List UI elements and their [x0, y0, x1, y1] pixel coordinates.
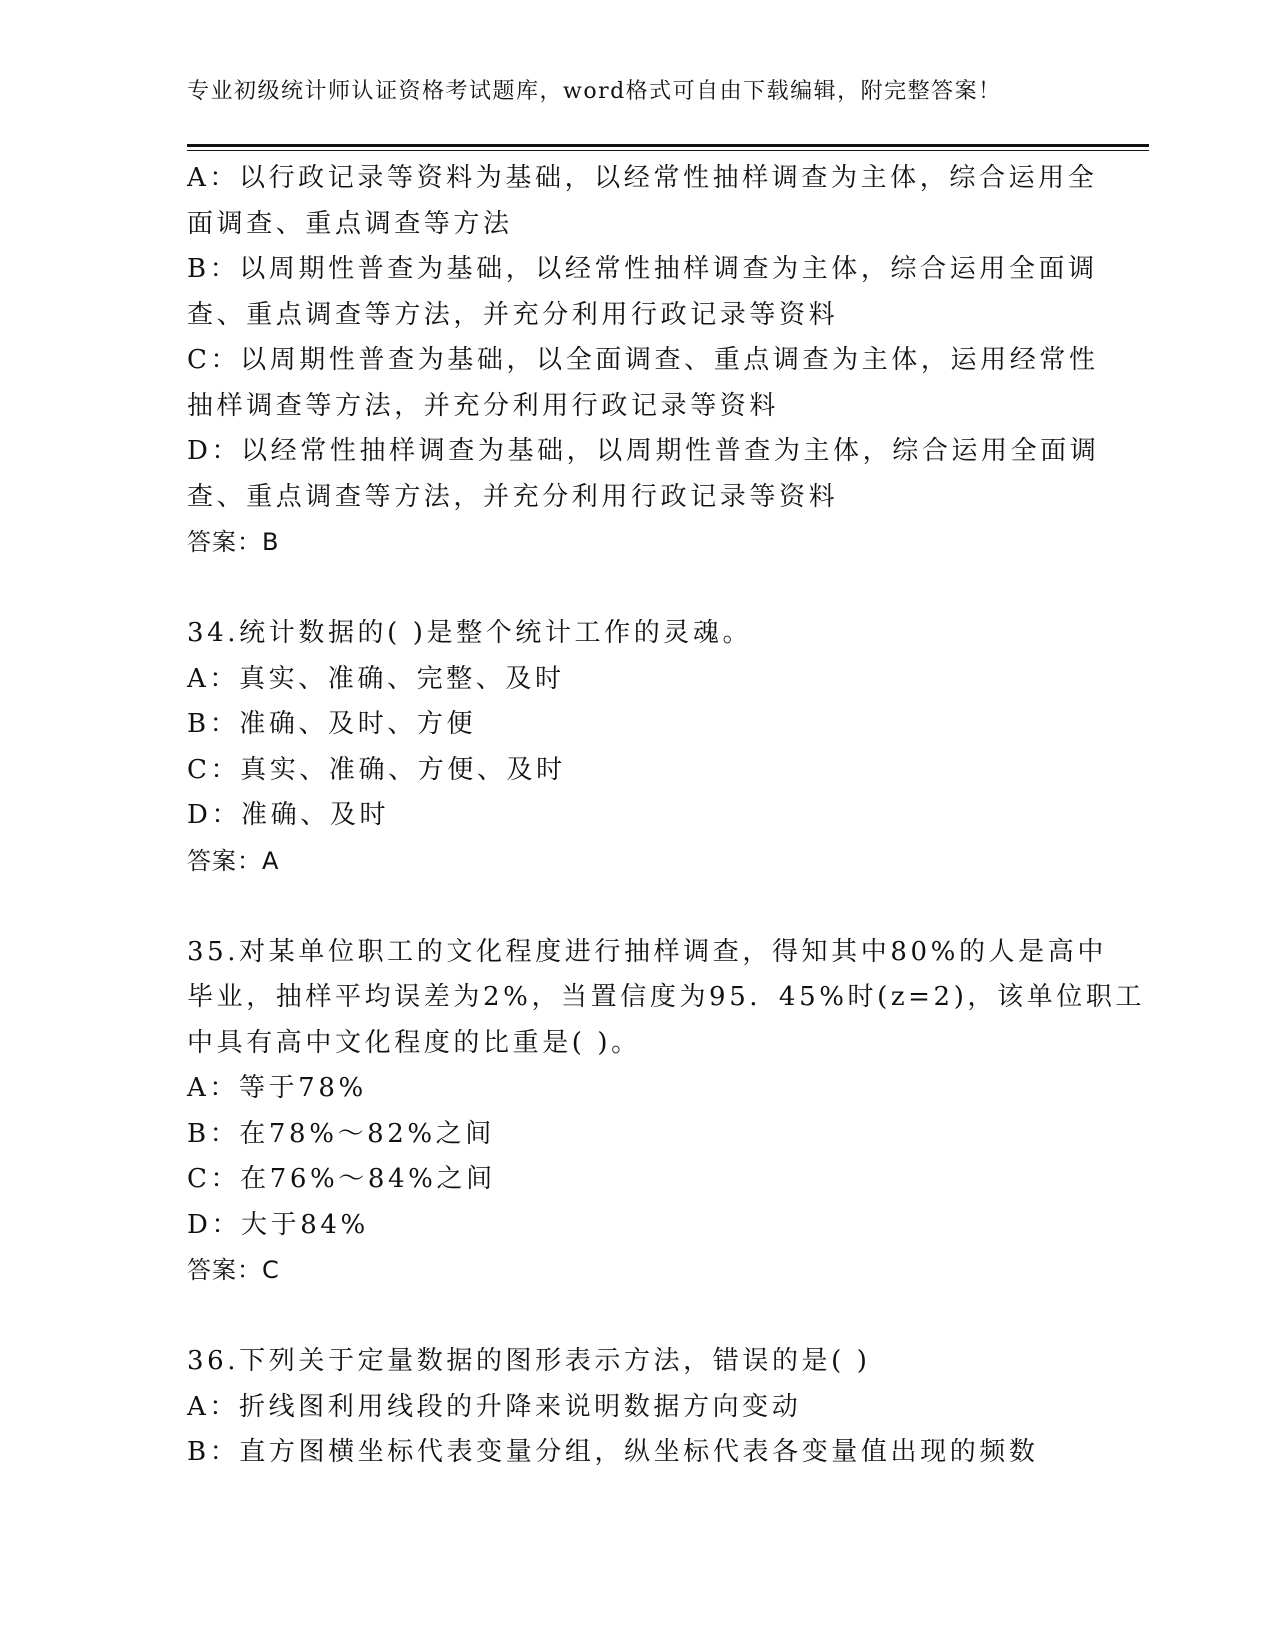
q33-option-c-line1: C：以周期性普查为基础，以全面调查、重点调查为主体，运用经常性: [187, 345, 1099, 375]
q35-option-c: C：在76%～84%之间: [187, 1164, 496, 1194]
q33-option-d-line2: 查、重点调查等方法，并充分利用行政记录等资料: [187, 481, 839, 512]
q35-answer: 答案：C: [187, 1256, 280, 1284]
q35-option-b: B：在78%～82%之间: [187, 1118, 495, 1149]
question-33: [187, 156, 1100, 566]
q35-stem-line1: 35.对某单位职工的文化程度进行抽样调查，得知其中80%的人是高中: [187, 936, 1107, 967]
spacer: [187, 1294, 1077, 1340]
q35-stem-line3: 中具有高中文化程度的比重是( )。: [187, 1027, 641, 1058]
header-divider-thick: [187, 144, 1149, 147]
q36-option-b: B：直方图横坐标代表变量分组，纵坐标代表各变量值出现的频数: [187, 1437, 1039, 1467]
spacer: [187, 884, 1077, 930]
q36-option-a: A：折线图利用线段的升降来说明数据方向变动: [187, 1391, 802, 1422]
q33-option-a-line1: A：以行政记录等资料为基础，以经常性抽样调查为主体，综合运用全: [187, 163, 1098, 193]
q34-option-c: C：真实、准确、方便、及时: [187, 754, 566, 785]
q33-option-d-line1: D：以经常性抽样调查为基础，以周期性普查为主体，综合运用全面调: [187, 436, 1100, 466]
q35-stem-line2: 毕业，抽样平均误差为2%，当置信度为95．45%时(z=2)，该单位职工: [187, 982, 1146, 1012]
question-34: [187, 611, 1077, 884]
q35-option-d: D：大于84%: [187, 1209, 369, 1240]
q35-option-a: A：等于78%: [187, 1073, 367, 1103]
header-divider-thin: [187, 150, 1149, 151]
q33-option-b-line1: B：以周期性普查为基础，以经常性抽样调查为主体，综合运用全面调: [187, 254, 1098, 284]
q34-option-b: B：准确、及时、方便: [187, 709, 477, 739]
q33-answer: 答案：B: [187, 528, 280, 556]
q34-stem: 34.统计数据的( )是整个统计工作的灵魂。: [187, 618, 753, 648]
question-36: [187, 1339, 1077, 1476]
q34-answer: 答案：A: [187, 846, 280, 875]
page-header: 专业初级统计师认证资格考试题库，word格式可自由下载编辑，附完整答案！: [187, 79, 1002, 104]
q34-option-d: D：准确、及时: [187, 800, 390, 830]
q33-option-a-line2: 面调查、重点调查等方法: [187, 208, 513, 239]
q34-option-a: A：真实、准确、完整、及时: [187, 663, 565, 694]
question-35: [187, 930, 1146, 1294]
document-body: [187, 156, 1146, 1476]
spacer: [187, 566, 1077, 612]
q33-option-b-line2: 查、重点调查等方法，并充分利用行政记录等资料: [187, 299, 839, 330]
q36-stem: 36.下列关于定量数据的图形表示方法，错误的是( ): [187, 1346, 871, 1376]
q33-option-c-line2: 抽样调查等方法，并充分利用行政记录等资料: [187, 390, 780, 421]
